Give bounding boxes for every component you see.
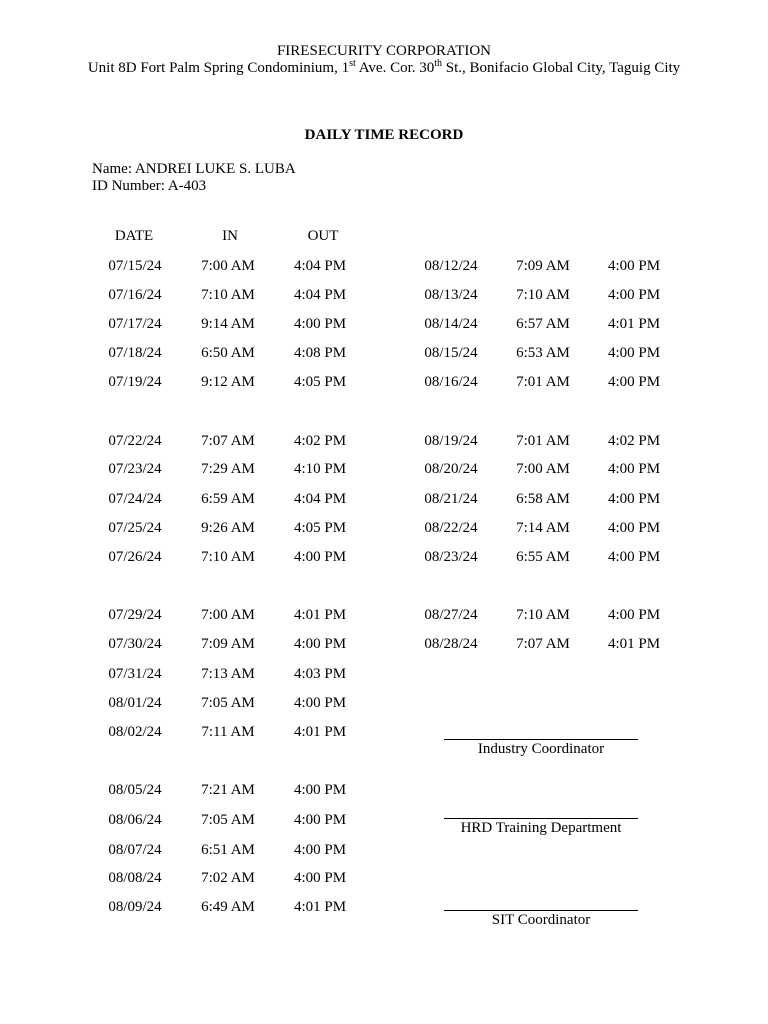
signature-sit-coordinator xyxy=(444,910,638,929)
record-in: 7:00 AM xyxy=(201,258,255,274)
record-in: 7:00 AM xyxy=(201,607,255,623)
record-in: 6:50 AM xyxy=(201,345,255,361)
employee-name: Name: ANDREI LUKE S. LUBA xyxy=(92,161,296,177)
record-in: 7:01 AM xyxy=(516,374,570,390)
record-in: 7:09 AM xyxy=(201,636,255,652)
record-out: 4:04 PM xyxy=(293,258,347,274)
record-date: 08/16/24 xyxy=(424,374,478,390)
signature-label: SIT Coordinator xyxy=(491,912,591,928)
record-date: 08/07/24 xyxy=(108,842,162,858)
record-in: 7:07 AM xyxy=(201,433,255,449)
record-date: 08/09/24 xyxy=(108,899,162,915)
record-in: 7:01 AM xyxy=(516,433,570,449)
record-out: 4:00 PM xyxy=(293,316,347,332)
record-out: 4:01 PM xyxy=(293,607,347,623)
record-date: 07/29/24 xyxy=(108,607,162,623)
record-date: 07/24/24 xyxy=(108,491,162,507)
employee-id: ID Number: A-403 xyxy=(92,178,207,194)
record-out: 4:10 PM xyxy=(293,461,347,477)
record-out: 4:00 PM xyxy=(607,287,661,303)
signature-line xyxy=(444,739,638,740)
record-out: 4:00 PM xyxy=(607,491,661,507)
column-header-in: IN xyxy=(222,228,238,244)
record-in: 7:11 AM xyxy=(201,724,255,740)
signature-line xyxy=(444,910,638,911)
record-out: 4:04 PM xyxy=(293,491,347,507)
record-date: 08/21/24 xyxy=(424,491,478,507)
document-title: DAILY TIME RECORD xyxy=(304,127,464,143)
record-in: 7:13 AM xyxy=(201,666,255,682)
record-out: 4:04 PM xyxy=(293,287,347,303)
record-in: 7:14 AM xyxy=(516,520,570,536)
signature-industry-coordinator xyxy=(444,739,638,758)
record-in: 7:02 AM xyxy=(201,870,255,886)
record-date: 08/01/24 xyxy=(108,695,162,711)
signature-label: Industry Coordinator xyxy=(477,741,605,757)
record-date: 08/06/24 xyxy=(108,812,162,828)
record-date: 08/23/24 xyxy=(424,549,478,565)
record-in: 7:10 AM xyxy=(201,549,255,565)
record-date: 08/08/24 xyxy=(108,870,162,886)
record-date: 08/28/24 xyxy=(424,636,478,652)
record-out: 4:00 PM xyxy=(607,345,661,361)
record-date: 07/15/24 xyxy=(108,258,162,274)
record-out: 4:03 PM xyxy=(293,666,347,682)
record-in: 6:58 AM xyxy=(516,491,570,507)
record-out: 4:08 PM xyxy=(293,345,347,361)
record-in: 7:07 AM xyxy=(516,636,570,652)
record-date: 07/16/24 xyxy=(108,287,162,303)
record-in: 7:29 AM xyxy=(201,461,255,477)
record-out: 4:00 PM xyxy=(293,870,347,886)
record-in: 7:21 AM xyxy=(201,782,255,798)
record-date: 07/18/24 xyxy=(108,345,162,361)
record-date: 08/14/24 xyxy=(424,316,478,332)
record-in: 7:05 AM xyxy=(201,812,255,828)
record-date: 07/26/24 xyxy=(108,549,162,565)
record-date: 07/17/24 xyxy=(108,316,162,332)
record-date: 08/02/24 xyxy=(108,724,162,740)
record-date: 08/13/24 xyxy=(424,287,478,303)
signature-label: HRD Training Department xyxy=(460,820,622,836)
record-date: 07/31/24 xyxy=(108,666,162,682)
record-date: 08/12/24 xyxy=(424,258,478,274)
record-in: 7:05 AM xyxy=(201,695,255,711)
record-date: 07/22/24 xyxy=(108,433,162,449)
record-in: 6:49 AM xyxy=(201,899,255,915)
record-date: 08/20/24 xyxy=(424,461,478,477)
record-out: 4:00 PM xyxy=(607,461,661,477)
record-out: 4:02 PM xyxy=(293,433,347,449)
record-out: 4:00 PM xyxy=(607,258,661,274)
record-date: 07/23/24 xyxy=(108,461,162,477)
record-out: 4:00 PM xyxy=(293,695,347,711)
record-out: 4:01 PM xyxy=(293,899,347,915)
record-date: 07/19/24 xyxy=(108,374,162,390)
record-out: 4:00 PM xyxy=(607,607,661,623)
record-out: 4:00 PM xyxy=(607,374,661,390)
company-address: Unit 8D Fort Palm Spring Condominium, 1st Ave. Cor. 30th St., Bonifacio Global City, Taguig City xyxy=(87,58,681,76)
record-out: 4:05 PM xyxy=(293,374,347,390)
record-out: 4:00 PM xyxy=(293,842,347,858)
record-date: 08/05/24 xyxy=(108,782,162,798)
record-in: 6:59 AM xyxy=(201,491,255,507)
record-out: 4:00 PM xyxy=(293,549,347,565)
record-in: 7:10 AM xyxy=(201,287,255,303)
record-in: 9:12 AM xyxy=(201,374,255,390)
record-date: 08/22/24 xyxy=(424,520,478,536)
record-in: 7:10 AM xyxy=(516,287,570,303)
column-header-date: DATE xyxy=(114,228,154,244)
record-out: 4:00 PM xyxy=(607,549,661,565)
record-in: 9:26 AM xyxy=(201,520,255,536)
record-in: 6:51 AM xyxy=(201,842,255,858)
column-header-out: OUT xyxy=(307,228,339,244)
record-out: 4:01 PM xyxy=(293,724,347,740)
record-out: 4:05 PM xyxy=(293,520,347,536)
record-in: 6:57 AM xyxy=(516,316,570,332)
record-date: 07/30/24 xyxy=(108,636,162,652)
record-in: 6:53 AM xyxy=(516,345,570,361)
record-out: 4:00 PM xyxy=(607,520,661,536)
record-out: 4:00 PM xyxy=(293,782,347,798)
record-in: 6:55 AM xyxy=(516,549,570,565)
record-date: 07/25/24 xyxy=(108,520,162,536)
record-in: 9:14 AM xyxy=(201,316,255,332)
record-out: 4:02 PM xyxy=(607,433,661,449)
signature-hrd-training xyxy=(444,818,638,837)
record-out: 4:01 PM xyxy=(607,636,661,652)
record-out: 4:00 PM xyxy=(293,812,347,828)
record-date: 08/19/24 xyxy=(424,433,478,449)
record-in: 7:00 AM xyxy=(516,461,570,477)
company-name: FIRESECURITY CORPORATION xyxy=(276,43,492,59)
record-in: 7:10 AM xyxy=(516,607,570,623)
record-in: 7:09 AM xyxy=(516,258,570,274)
signature-line xyxy=(444,818,638,819)
record-date: 08/27/24 xyxy=(424,607,478,623)
record-out: 4:01 PM xyxy=(607,316,661,332)
record-date: 08/15/24 xyxy=(424,345,478,361)
record-out: 4:00 PM xyxy=(293,636,347,652)
